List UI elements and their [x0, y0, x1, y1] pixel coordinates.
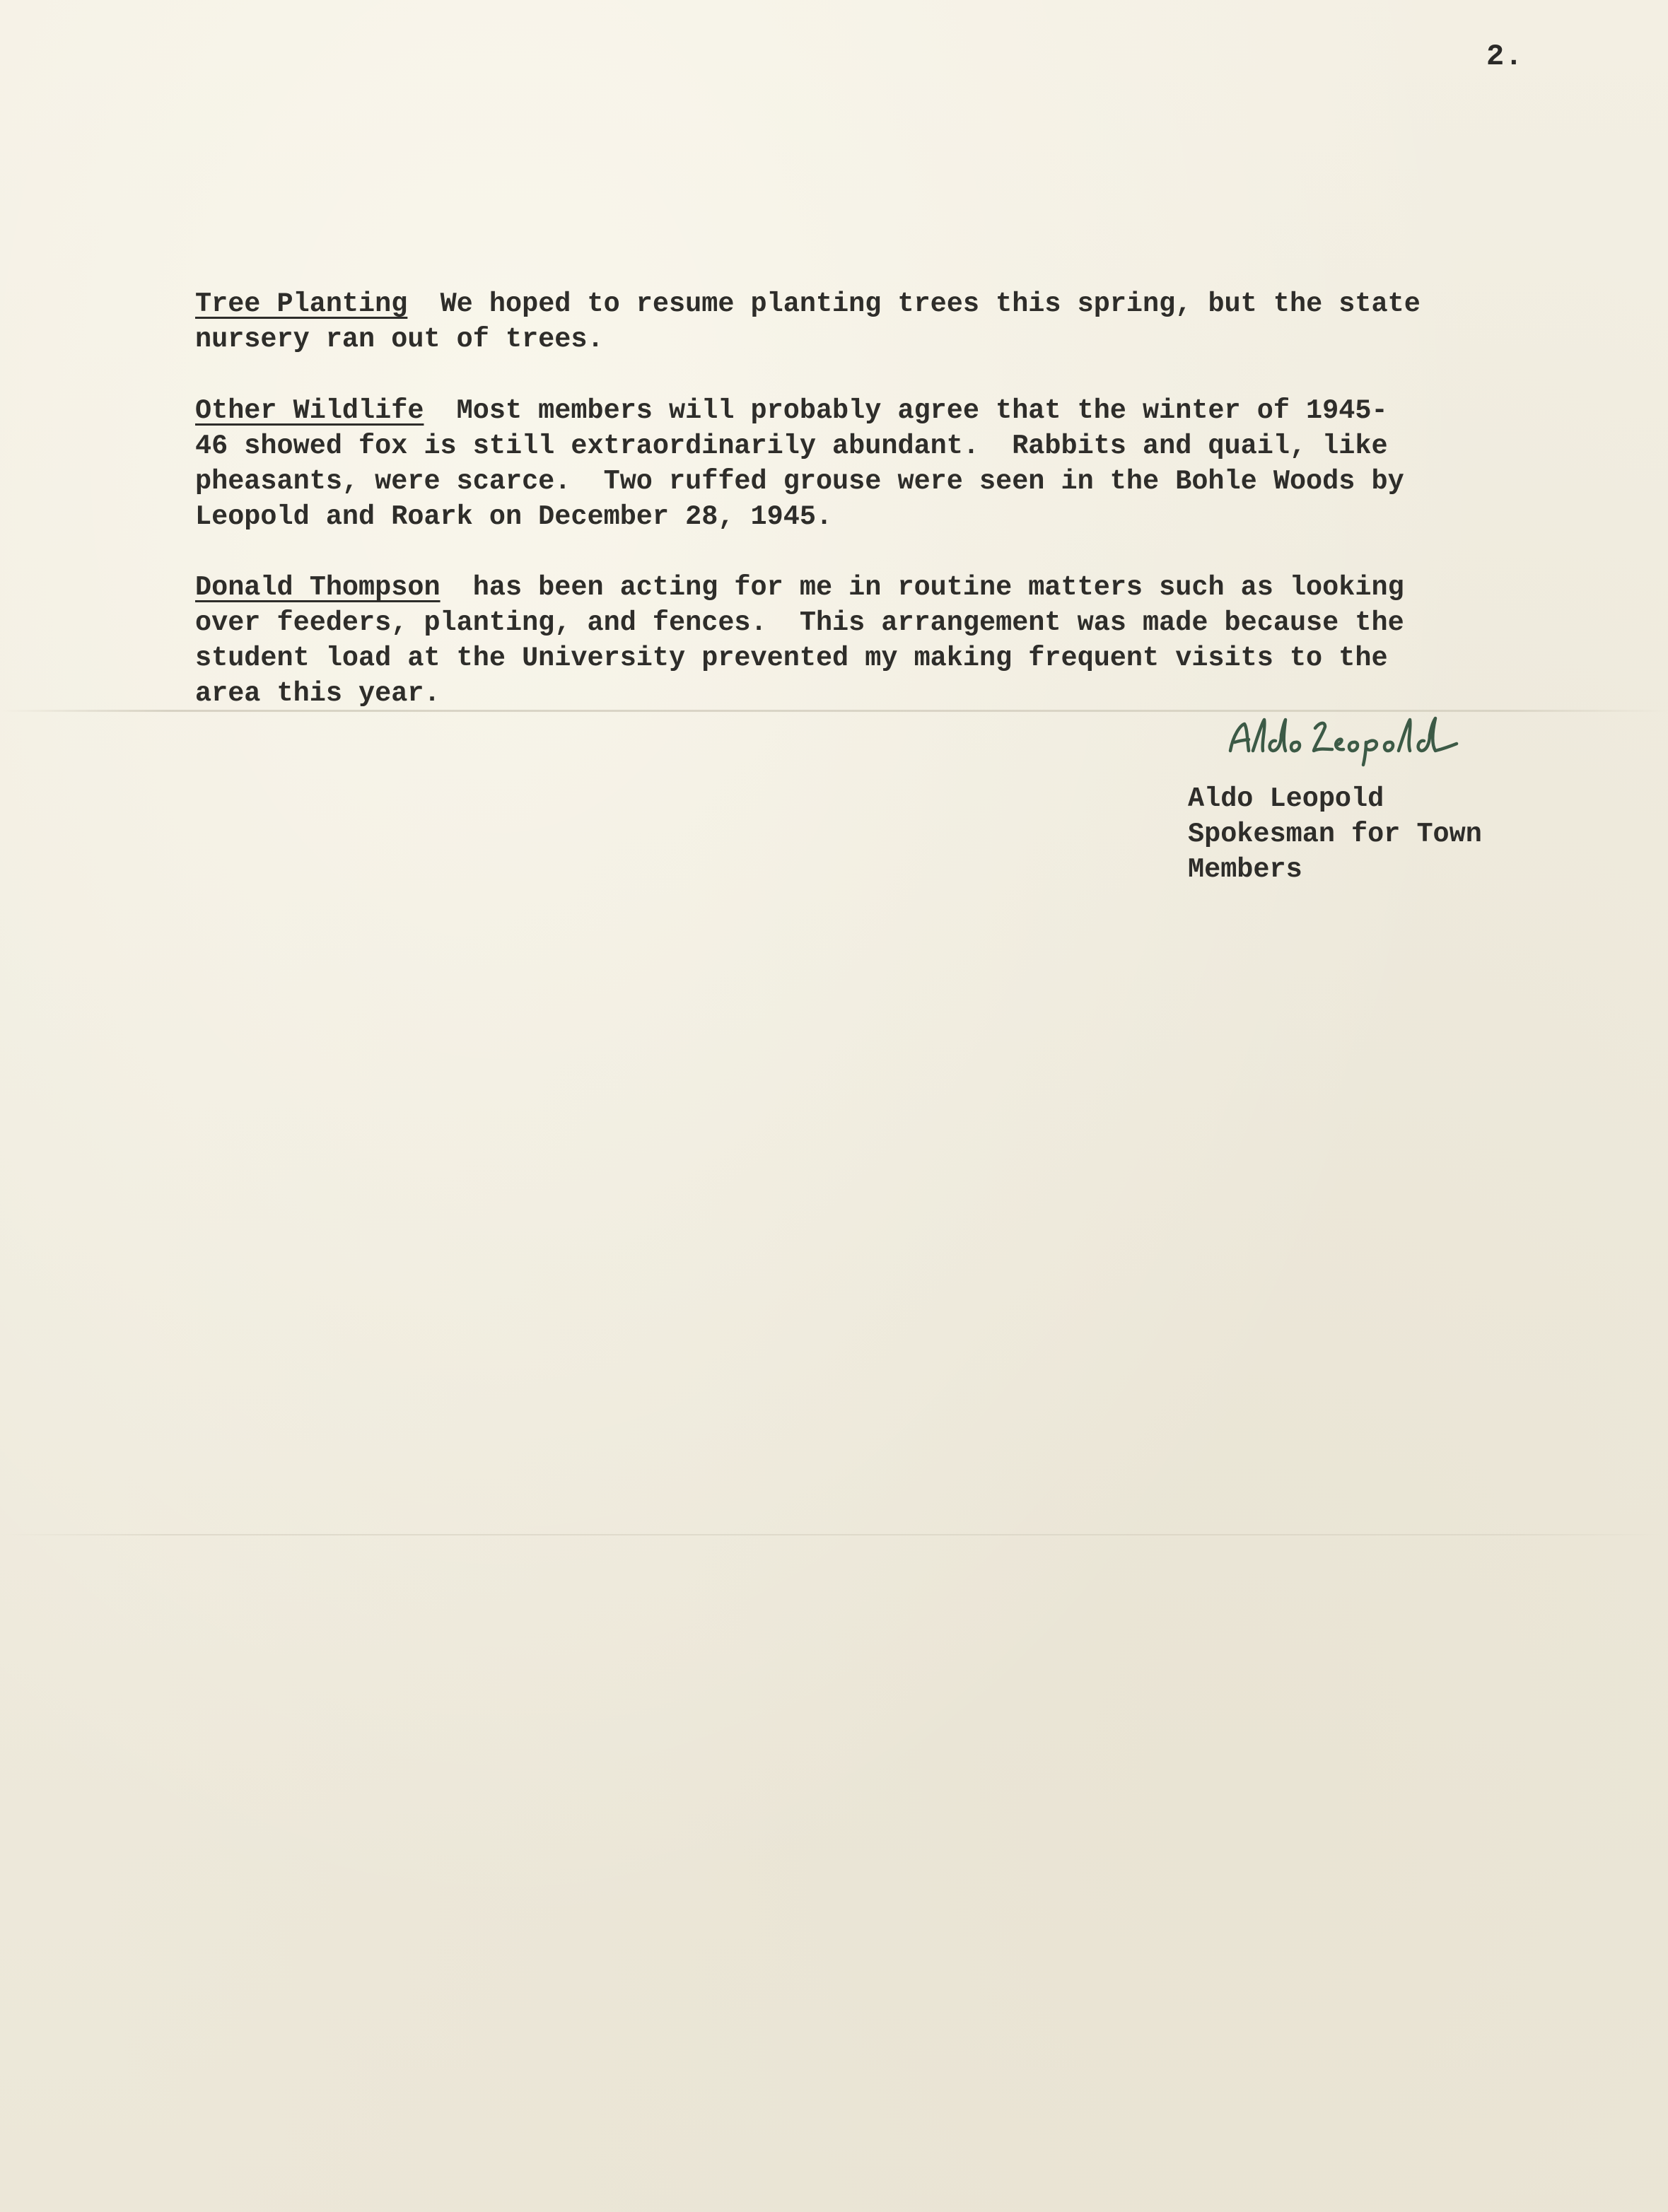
section-heading: Other Wildlife: [195, 395, 424, 426]
section-heading: Donald Thompson: [195, 572, 441, 603]
paragraph-other-wildlife: [195, 393, 1539, 534]
paragraph-line: over feeders, planting, and fences. This arrangement was made because the: [195, 607, 1404, 638]
paragraph-line: student load at the University prevented my making frequent visits to the: [195, 643, 1388, 674]
paragraph-line: nursery ran out of trees.: [195, 324, 604, 355]
paragraph-line: has been acting for me in routine matters such as looking: [440, 572, 1404, 603]
paragraph-line: Most members will probably agree that the winter of 1945-: [424, 395, 1388, 426]
paragraph-line: area this year.: [195, 678, 441, 709]
page-number: 2.: [1486, 40, 1524, 74]
paper-fold-line: [0, 1534, 1668, 1535]
paragraph-line: 46 showed fox is still extraordinarily abundant. Rabbits and quail, like: [195, 431, 1388, 462]
section-heading: Tree Planting: [195, 288, 408, 320]
paragraph-line: pheasants, were scarce. Two ruffed grouse were seen in the Bohle Woods by: [195, 466, 1404, 497]
paragraph-line: Leopold and Roark on December 28, 1945.: [195, 501, 833, 532]
paragraph-line: We hoped to resume planting trees this spring, but the state: [407, 288, 1421, 320]
signer-title: Spokesman for Town: [1188, 819, 1482, 850]
handwritten-signature: [1216, 707, 1471, 771]
paragraph-donald-thompson: [195, 570, 1539, 711]
signer-name: Aldo Leopold: [1188, 783, 1384, 814]
paragraph-tree-planting: [195, 286, 1539, 357]
signer-title: Members: [1188, 854, 1302, 885]
